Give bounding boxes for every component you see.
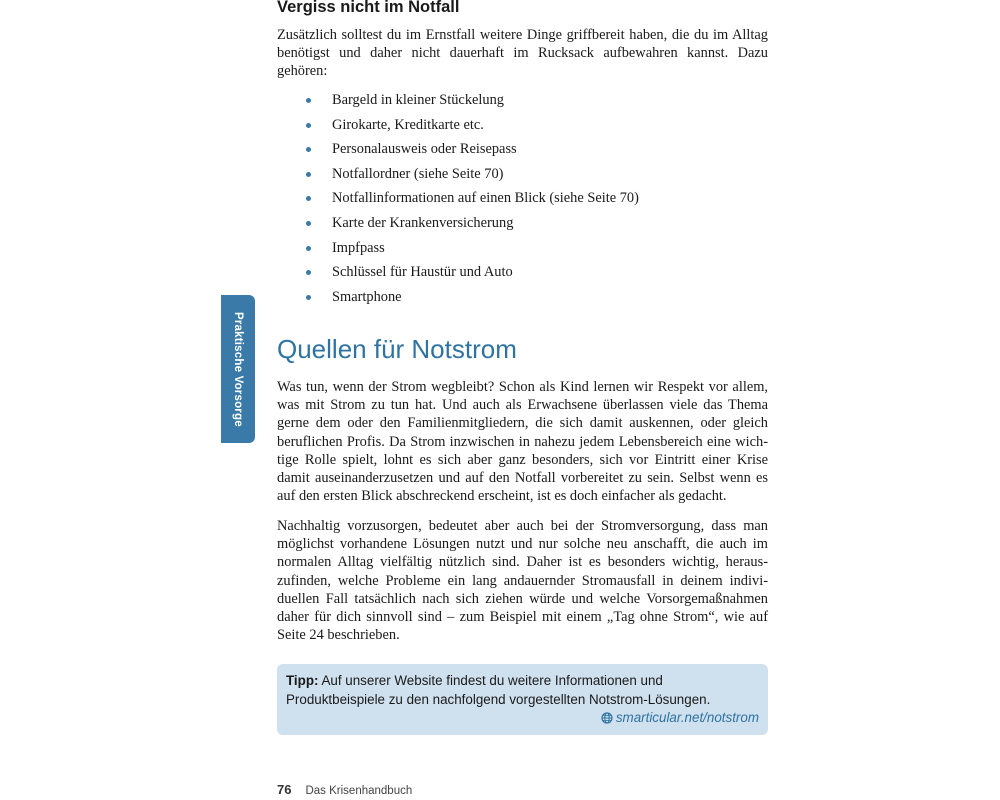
- list-item: Personalausweis oder Reisepass: [277, 139, 639, 164]
- list-item: Notfallinformationen auf einen Blick (siehe Seite 70): [277, 188, 639, 213]
- list-item: Smartphone: [277, 287, 639, 312]
- body-paragraph-1: Was tun, wenn der Strom wegbleibt? Schon als Kind lernen wir Respekt vor allem, was mit Strom zu tun hat. Und auch als Erwachsene überlassen viele das Thema gerne dem oder den Familienmitgliedern, die sich damit auskennen, oder gleich beruflichen Profis. Da Strom inzwischen in nahezu jedem Lebensbereich eine wichtige Rolle spielt, lohnt es sich aber ganz besonders, sich vor Eintritt einer Krise damit auseinanderzusetzen und auf den Notfall vorbereitet zu sein. Selbst wenn es auf den ersten Blick abschreckend erscheint, ist es doch einfacher als gedacht.: [277, 379, 768, 505]
- page-number: 76: [277, 782, 292, 797]
- bullet-icon: [306, 295, 311, 300]
- section-heading-notstrom: Quellen für Notstrom: [277, 334, 517, 364]
- body-paragraph-2: Nachhaltig vorzusorgen, bedeutet aber auch bei der Stromversorgung, dass man möglichst vorhandene Lösungen nutzt und nur solche neu anschafft, die auch im normalen Alltag vielfältig nützlich sind. Daher ist es besonders wichtig, herauszufinden, welche Probleme ein lang andauernder Stromausfall in deinem individuellen Fall tatsächlich nach sich ziehen würde und welche Vorsorgemaßnahmen daher für dich sinnvoll sind – zum Beispiel mit einem „Tag ohne Strom“, wie auf Seite 24 beschrieben.: [277, 518, 768, 644]
- list-item: Schlüssel für Haustür und Auto: [277, 262, 639, 287]
- globe-icon: [601, 711, 613, 730]
- bullet-icon: [306, 147, 311, 152]
- list-item: Notfallordner (siehe Seite 70): [277, 164, 639, 189]
- bullet-icon: [306, 196, 311, 201]
- list-item: Girokarte, Kreditkarte etc.: [277, 115, 639, 140]
- list-item: Impfpass: [277, 238, 639, 263]
- list-item: Bargeld in kleiner Stückelung: [277, 90, 639, 115]
- chapter-side-tab-label: Praktische Vorsorge: [232, 311, 244, 427]
- bullet-icon: [306, 98, 311, 103]
- tip-text: [286, 672, 759, 709]
- bullet-icon: [306, 246, 311, 251]
- tip-box: [277, 664, 768, 735]
- bullet-icon: [306, 270, 311, 275]
- notstrom-link[interactable]: smarticular.net/notstrom: [615, 710, 759, 725]
- list-item: Karte der Krankenversicherung: [277, 213, 639, 238]
- tip-body: Auf unserer Website findest du weitere Informationen und Produktbeispiele zu den nachfolgend vorgestellten Notstrom-Lösungen.: [286, 673, 711, 707]
- chapter-side-tab: [221, 295, 255, 443]
- page-footer: [277, 782, 412, 797]
- intro-paragraph: Zusätzlich solltest du im Ernstfall weitere Dinge griffbereit haben, die du im Alltag benötigst und daher nicht dauerhaft im Rucksack aufbewahren kannst. Dazu gehören:: [277, 27, 768, 80]
- checklist: [277, 90, 639, 311]
- tip-label: Tipp:: [286, 673, 319, 688]
- section-heading-notfall: Vergiss nicht im Notfall: [277, 0, 460, 16]
- book-title: Das Krisenhandbuch: [305, 785, 413, 797]
- bullet-icon: [306, 123, 311, 128]
- bullet-icon: [306, 172, 311, 177]
- bullet-icon: [306, 221, 311, 226]
